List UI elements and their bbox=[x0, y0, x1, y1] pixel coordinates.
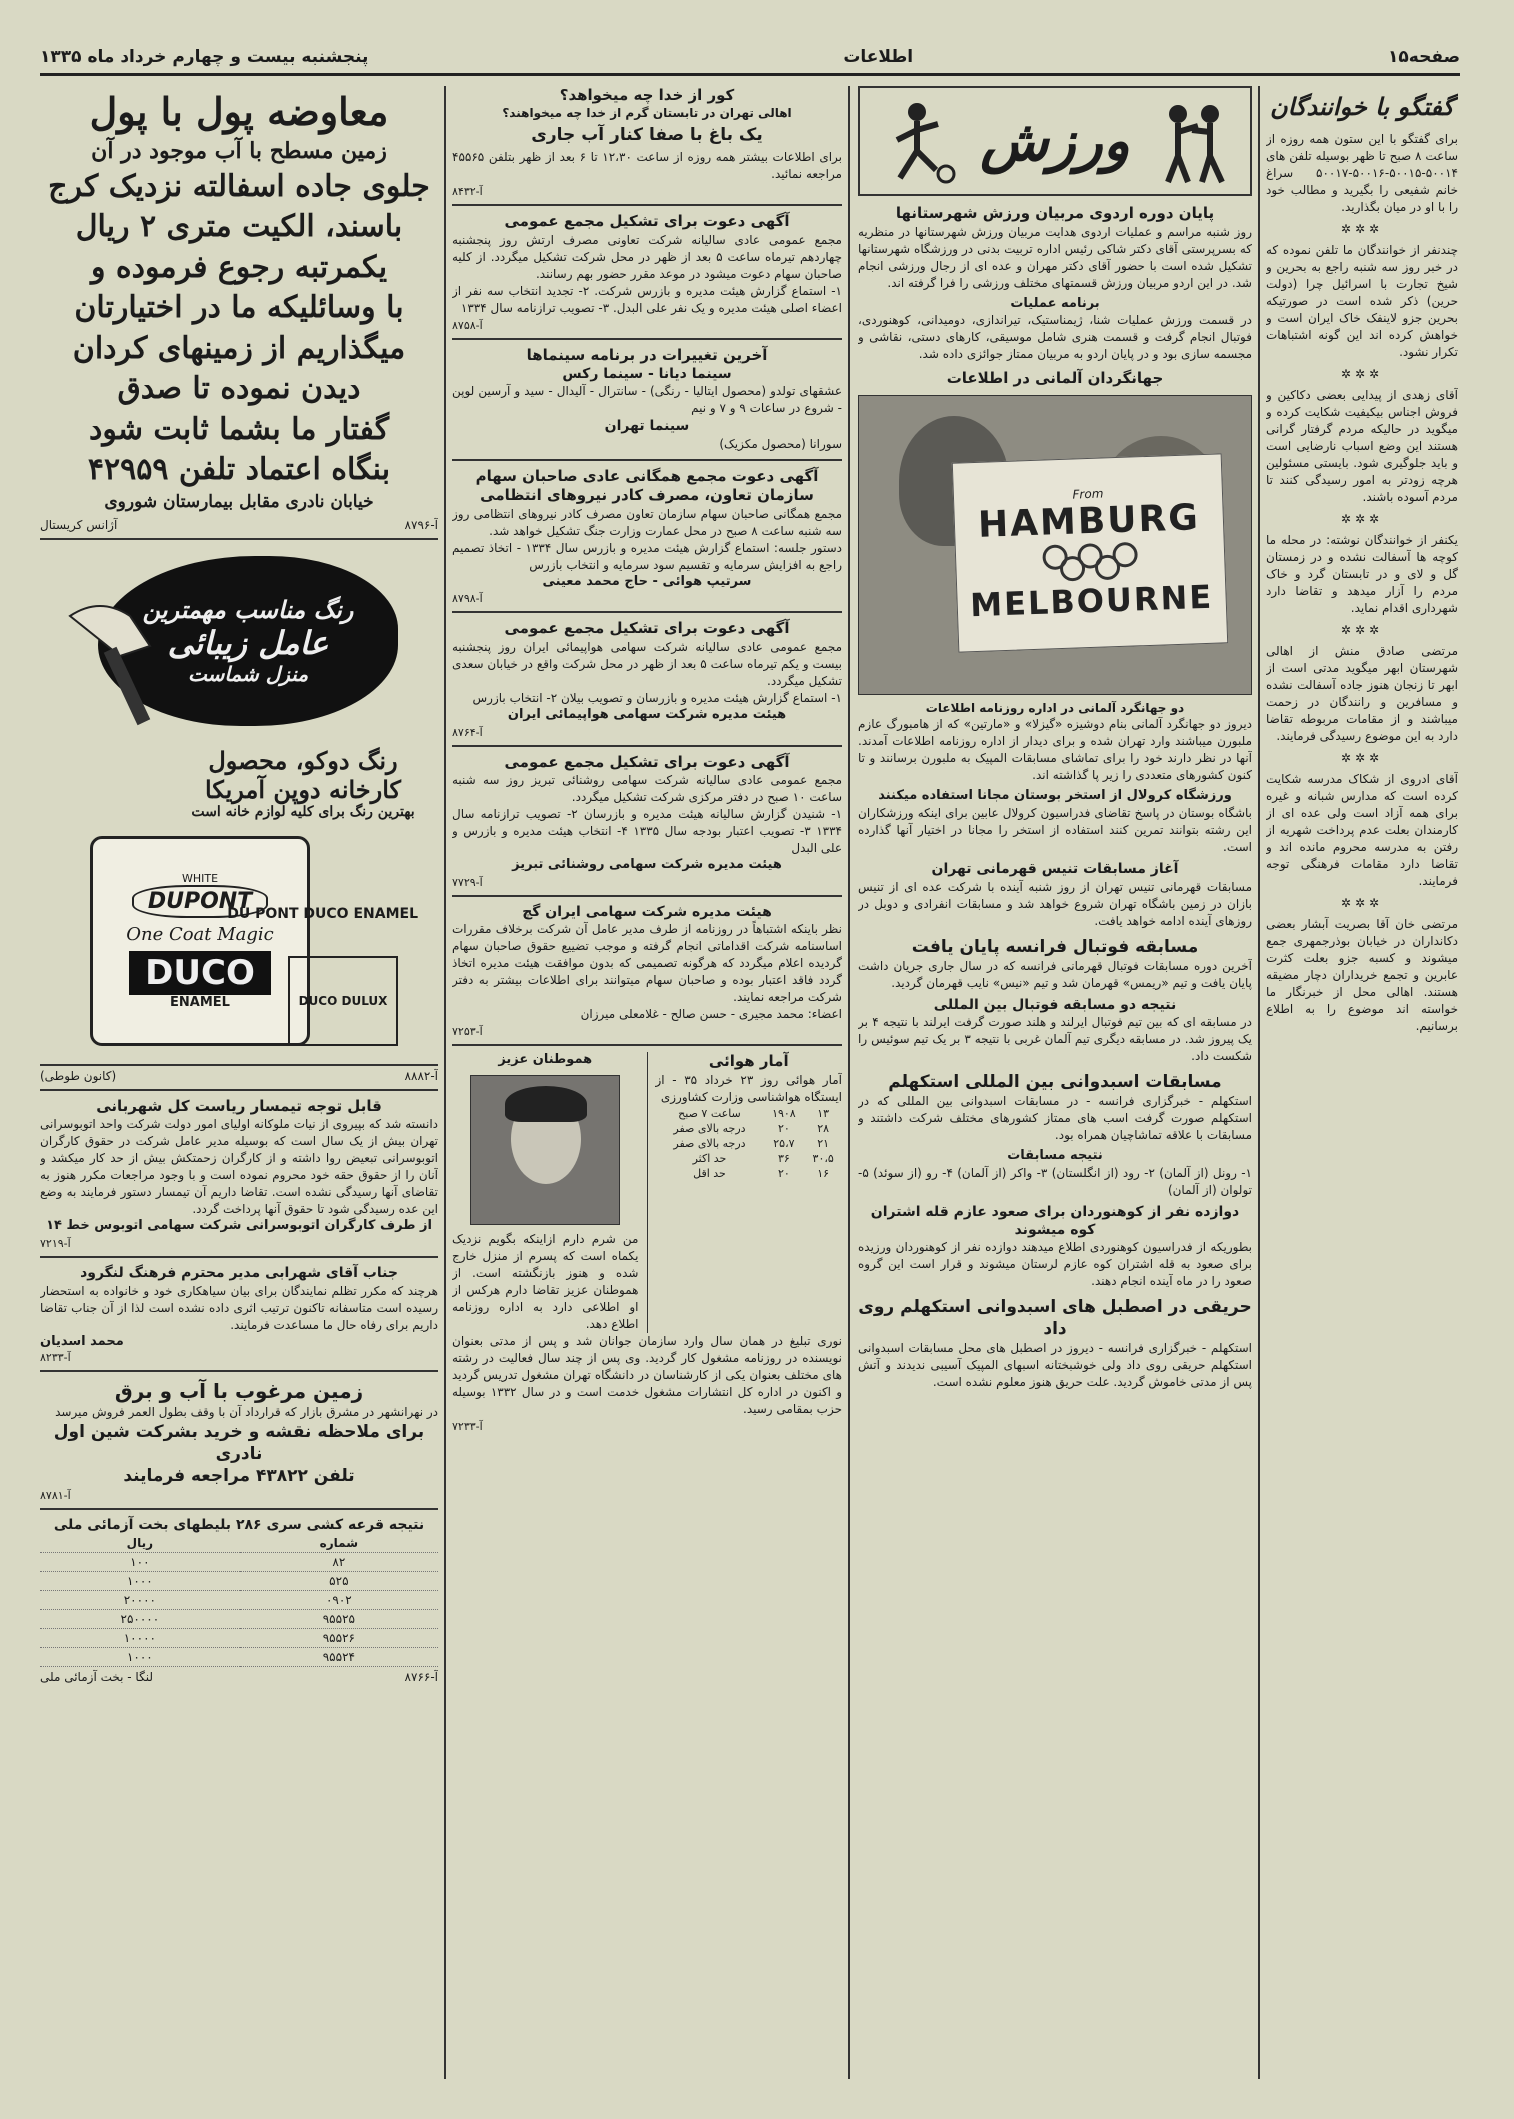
article-body: مسابقات قهرمانی تنیس تهران از روز شنبه آینده با شرکت عده ای از تنیس بازان در زمین باشگاه تهران شروع خواهد شد و مسابقات انفرادی و دوبل در روزهای آینده ادامه خواهد یافت. bbox=[858, 879, 1252, 928]
letter-paragraph: چندنفر از خوانندگان ما تلفن نموده که در خبر روز سه شنبه راجع به بحرین و شیخ تجارت با اسرائیل چرا (دولت حرین) ذکر شده است در صورتیکه بحرین جزو لاینفک خاک ایران است و خواهش کرده اند این گونه اشتباهات تکرار نشود. bbox=[1266, 243, 1458, 359]
ad-ref: آ-۷۲۳۳ bbox=[452, 1420, 483, 1434]
ad-agenda: ۱- استماع گزارش هیئت مدیره و بازرسان و تصویب بیلان ۲- انتخاب بازرس bbox=[472, 690, 842, 705]
ad-headline: زمین مرغوب با آب و برق bbox=[114, 1378, 364, 1403]
weather-cell: حد اقل bbox=[693, 1166, 726, 1180]
letters-title: گفتگو با خوانندگان bbox=[1270, 92, 1454, 121]
dulux-box: DUCO DULUX bbox=[288, 956, 398, 1046]
ad-ref: آ-۸۷۶۶ bbox=[404, 1669, 438, 1684]
lottery-cell: ۱۰۰۰۰ bbox=[40, 1628, 240, 1647]
ad-ref: آ-۸۸۸۲ bbox=[404, 1068, 438, 1083]
ad-headline: جناب آقای شهرابی مدیر محترم فرهنگ لنگرود bbox=[80, 1265, 398, 1282]
weather-cell: درجه بالای صفر bbox=[673, 1121, 746, 1135]
headline: جهانگردان آلمانی در اطلاعات bbox=[946, 369, 1164, 388]
ad-signature: اعضاء: محمد مجیری - حسن صالح - غلامعلی میرزان bbox=[580, 1007, 842, 1022]
ad-signature: هیئت مدیره شرکت سهامی هواپیمائی ایران bbox=[507, 706, 787, 722]
headline: ورزشگاه کرولال از استخر بوستان مجانا استفاده میکنند bbox=[878, 788, 1232, 804]
weather-cell: ۱۳ bbox=[817, 1106, 830, 1120]
weather-row bbox=[656, 1136, 843, 1151]
headline: نتیجه دو مسابقه فوتبال بین المللی bbox=[933, 996, 1177, 1013]
weather-cell: ۲۵،۷ bbox=[773, 1136, 795, 1150]
lottery-cell: ۹۵۵۲۵ bbox=[240, 1609, 438, 1628]
land-ad-line: گفتار ما بشما ثابت شود bbox=[88, 411, 389, 447]
headline: پایان دوره اردوی مربیان ورزش شهرستانها bbox=[895, 204, 1215, 222]
land-ad-line: میگذاریم از زمینهای کردان bbox=[72, 330, 406, 366]
weather-box bbox=[656, 1052, 843, 1333]
subheadline: نتیجه مسابقات bbox=[1007, 1147, 1103, 1163]
weather-cell: ۲۰ bbox=[777, 1166, 790, 1180]
lottery-row bbox=[40, 1628, 438, 1647]
weather-subtitle: آمار هوائی روز ۲۳ خرداد ۳۵ - از ایستگاه هواشناسی وزارت کشاورزی bbox=[655, 1072, 842, 1104]
lottery-row bbox=[40, 1609, 438, 1628]
lottery-cell: ۰۹۰۲ bbox=[240, 1590, 438, 1609]
land-ad-line: با وسائلیکه ما در اختیارتان bbox=[74, 290, 404, 326]
paint-can: WHITE DUPONT One Coat Magic DUCO ENAMEL bbox=[90, 836, 310, 1046]
weather-cell: ۲۰ bbox=[777, 1121, 790, 1135]
ad-agenda: دستور جلسه: استماع گزارش هیئت مدیره و بازرس سال ۱۳۳۴ - اتخاذ تصمیم راجع به افزایش سرمایه و تقسیم سود سرمایه و انتخاب بازرس bbox=[452, 540, 842, 572]
letter-paragraph: آقای ادروی از شکاک مدرسه شکایت کرده است که مدارس شبانه و غیره برای همه آزاد است ولی عده ای از کارمندان بعلت عدم پرداخت شهریه از رفتن به مدرسه محروم مانده اند و تقاضا دارد مقامات فرهنگی توجه فرمایند. bbox=[1266, 772, 1458, 888]
ad-signature: سرتیپ هوائی - حاج محمد معینی bbox=[542, 573, 752, 589]
article-body: روز شنبه مراسم و عملیات اردوی هدایت مربیان ورزش شهرستانها در منظریه که بسرپرستی آقای دکتر شاکی رئیس اداره تربیت بدنی در ورزشگاه شهرستانها تشکیل شده است با حضور آقای دکتر مهران و عده ای از رجال ورزشی انجام شد. در این اردو مربیان ورزش قسمتهای مختلف ورزشی را فرا گرفته اند. bbox=[858, 224, 1252, 290]
headline: دوازده نفر از کوهنوردان برای صعود عازم قله اشتران کوه میشوند bbox=[870, 1203, 1240, 1239]
lottery-row bbox=[40, 1552, 438, 1571]
column-rule bbox=[1258, 86, 1260, 2079]
lottery-title: نتیجه قرعه کشی سری ۲۸۶ بلیطهای بخت آزمائی ملی bbox=[53, 1516, 425, 1533]
weather-cell: ۲۱ bbox=[817, 1136, 830, 1150]
ad-headline: کور از خدا چه میخواهد؟ bbox=[559, 86, 735, 104]
ad-ref: آ-۸۷۶۴ bbox=[452, 725, 483, 739]
ad-body: عشقهای تولدو (محصول ایتالیا - رنگی) - سانترال - آلیدال - سید و آرسین لوپن - شروع در ساعات ۹ و ۷ و نیم bbox=[452, 384, 842, 416]
ad-body: سورانا (محصول مکزیک) bbox=[719, 436, 842, 451]
lottery-cell: ۲۵۰۰۰۰ bbox=[40, 1609, 240, 1628]
headline: آغاز مسابقات تنیس قهرمانی تهران bbox=[931, 861, 1179, 878]
tourists-photo bbox=[858, 395, 1252, 695]
ad-headline: آگهی دعوت برای تشکیل مجمع عمومی bbox=[504, 212, 790, 231]
land-ad bbox=[40, 86, 438, 514]
ad-signature: محمد اسدیان bbox=[40, 1333, 124, 1349]
ad-body: مجمع عمومی عادی سالیانه شرکت سهامی هواپیمائی ایران روز پنجشنبه بیست و یکم تیرماه ساعت ۵ بعد از ظهر در محل شرکت واقع در خیابان سعدی تشکیل میگردد. bbox=[452, 639, 842, 688]
lottery-col-header: شماره bbox=[240, 1534, 438, 1553]
issue-date: پنجشنبه بیست و چهارم خرداد ماه ۱۳۳۵ bbox=[40, 46, 369, 67]
missing-body: من شرم دارم ازاینکه بگویم نزدیک یکماه است که پسرم از منزل خارج شده و هنوز بازنگشته است. از هموطنان عزیز تقاضا دارم هرکس از او اطلاعی دارد به اداره روزنامه اطلاع دهد. bbox=[452, 1232, 639, 1332]
cinema-name: سینما تهران bbox=[604, 418, 690, 435]
article-body: استکهلم - خبرگزاری فرانسه - در مسابقات اسبدوانی بین المللی که در استکهلم صورت گرفت اسب های ممتاز کشورهای مختلف شرکت داشتند و مسابقات با علاقه تماشاچیان همراه بود. bbox=[858, 1093, 1252, 1142]
weather-row bbox=[656, 1121, 843, 1136]
boxers-icon bbox=[1148, 96, 1238, 186]
headline: حریقی در اصطبل های اسبدوانی استکهلم روی داد bbox=[858, 1297, 1252, 1340]
lottery-cell: ۱۰۰ bbox=[40, 1552, 240, 1571]
headline: مسابقه فوتبال فرانسه پایان یافت bbox=[911, 936, 1199, 957]
letter-paragraph: یکنفر از خوانندگان نوشته: در محله ما کوچه ها آسفالت نشده و در زمستان گل و لای و در تابستان گرد و خاک مردم را آزار میدهد و تقاضا دارد شهرداری اقدام نماید. bbox=[1266, 533, 1458, 615]
separator-stars: ✲✲✲ bbox=[1340, 896, 1384, 910]
separator-stars: ✲✲✲ bbox=[1340, 367, 1384, 381]
ad-agency: آژانس کریستال bbox=[40, 517, 118, 532]
ad-signature: لنگا - بخت آزمائی ملی bbox=[40, 1669, 153, 1684]
ad-body-bold: برای ملاحظه نقشه و خرید بشرکت شین اول نادری bbox=[53, 1421, 425, 1464]
missing-title: هموطنان عزیز bbox=[498, 1052, 593, 1068]
page-number: صفحه۱۵ bbox=[1388, 46, 1460, 67]
left-ads-column bbox=[40, 86, 438, 2079]
ad-phone: تلفن ۴۳۸۲۲ مراجعه فرمایند bbox=[123, 1465, 355, 1486]
ad-ref: آ-۷۲۱۹ bbox=[40, 1237, 71, 1251]
dupont-ad-text: رنگ دوکو، محصول کارخانه دوپن آمریکا بهترین رنگ برای کلیه لوازم خانه است bbox=[191, 745, 415, 820]
ad-ref: آ-۸۷۸۱ bbox=[40, 1488, 71, 1502]
column-rule bbox=[848, 86, 850, 2079]
article-body: استکهلم - خبرگزاری فرانسه - دیروز در اصطبل های محل مسابقات اسبدوانی استکهلم حریقی روی داد ولی خوشبختانه اسبهای المپیک آسیبی ندیدند و آتش پس از مدتی خاموش گردید. علت حریق هنوز معلوم نشده است. bbox=[858, 1341, 1252, 1390]
weather-row bbox=[656, 1166, 843, 1181]
football-player-icon bbox=[872, 96, 962, 186]
subheadline: برنامه عملیات bbox=[1010, 295, 1100, 311]
ad-headline: آگهی دعوت برای تشکیل مجمع عمومی bbox=[504, 619, 790, 638]
ad-body: دانسته شد که بپیروی از نیات ملوکانه اولیای امور دولت شرکت واحد اتوبوسرانی تهران بیش از یک سال است که بوسیله مدیر عامل شرکت در حقوق کارگران اتوبوسرانی تبعیض روا داشته و از کارگران زحمتکش بیش از حد کار میکشد و آنان را از حقوق حقه خود محروم نموده است و با وجود مراجعات مکرر هنوز به تقاضای آنها رسیدگی نشده است. تقاضا داریم آن تیمسار دستور فرمایند به وضع این عده رسیدگی شود تا حقوق آنها پرداخت گردد. bbox=[40, 1117, 438, 1217]
lottery-row bbox=[40, 1647, 438, 1666]
weather-cell: ساعت ۷ صبح bbox=[678, 1106, 741, 1120]
letters-column bbox=[1266, 86, 1458, 2079]
dupont-logo: DUPONT bbox=[132, 885, 268, 918]
article-body: در قسمت ورزش عملیات شنا، ژیمناستیک، تیراندازی، دومیدانی، کوهنوردی، فوتبال انجام گرفت و قسمت هنری شامل موسیقی، کارهای دستی، نقاشی و مجسمه سازی بود و در پایان اردو به مربیان ممتاز جوائزی داده شد. bbox=[858, 313, 1252, 362]
missing-person-box bbox=[452, 1052, 639, 1333]
ad-body: برای اطلاعات بیشتر همه روزه از ساعت ۱۲،۳۰ تا ۶ بعد از ظهر بتلفن ۴۵۵۶۵ مراجعه نمائید. bbox=[452, 150, 842, 182]
olympic-rings-icon bbox=[1035, 539, 1146, 583]
ad-signature: از طرف کارگران اتوبوسرانی شرکت سهامی اتوبوس خط ۱۴ bbox=[46, 1218, 432, 1234]
weather-cell: ۲۸ bbox=[817, 1121, 830, 1135]
ad-headline: آخرین تغییرات در برنامه سینماها bbox=[526, 345, 768, 364]
ad-ref: آ-۷۷۲۹ bbox=[452, 876, 483, 890]
ad-ref: آ-۸۴۳۲ bbox=[452, 185, 483, 199]
slogan-blob: رنگ مناسب مهمترین عامل زیبائی منزل شماست bbox=[98, 556, 398, 726]
lottery-row bbox=[40, 1571, 438, 1590]
ad-agenda: ۱- استماع گزارش هیئت مدیره و بازرس شرکت. ۲- تجدید انتخاب سه نفر از اعضاء اصلی هیئت مدیره و یک نفر علی البدل. ۳- تصویب ترازنامه سال ۱۳۳۴ bbox=[452, 283, 842, 315]
boy-portrait bbox=[470, 1075, 620, 1225]
results-list: ۱- رونل (از آلمان) ۲- رود (از انگلستان) ۳- واکر (از آلمان) ۴- رو (از سوئد) ۵- تولوان (از آلمان) bbox=[858, 1165, 1252, 1197]
ad-body: مجمع عمومی عادی سالیانه شرکت تعاونی مصرف ارتش روز پنجشنبه چهاردهم تیرماه ساعت ۵ بعد از ظهر در محل شرکت تشکیل میگردد. از کلیه صاحبان سهام دعوت میشود در موعد مقرر حضور بهم رسانند. bbox=[452, 232, 842, 281]
lottery-cell: ۹۵۵۲۴ bbox=[240, 1647, 438, 1666]
ad-ref: آ-۸۲۳۳ bbox=[40, 1350, 71, 1364]
lottery-row bbox=[40, 1590, 438, 1609]
weather-cell: حد اکثر bbox=[692, 1151, 727, 1165]
weather-cell: درجه بالای صفر bbox=[673, 1136, 746, 1150]
cinema-name: سینما دیانا - سینما رکس bbox=[562, 366, 732, 383]
ad-agenda: ۱- شنیدن گزارش سالیانه هیئت مدیره و بازرسان ۲- تصویب ترازنامه سال ۱۳۳۴ ۳- تصویب اعتبار بودجه سال ۱۳۳۵ ۴- انتخاب هیئت مدیره و بازرس و علی البدل bbox=[452, 807, 842, 856]
photo-sign: From HAMBURG MELBOURNE bbox=[952, 453, 1228, 652]
weather-cell: ۳۰،۵ bbox=[812, 1151, 834, 1165]
lottery-cell: ۵۲۵ bbox=[240, 1571, 438, 1590]
ad-headline: قابل توجه تیمسار ریاست کل شهربانی bbox=[96, 1096, 382, 1115]
separator-stars: ✲✲✲ bbox=[1340, 751, 1384, 765]
paper-name: اطلاعات bbox=[843, 46, 914, 67]
ad-body: مجمع عمومی عادی سالیانه شرکت سهامی روشنائی تبریز روز سه شنبه ساعت ۱۰ صبح در دفتر مرکزی شرکت تشکیل میگردد. bbox=[452, 773, 842, 805]
letter-paragraph: مرتضی خان آقا بصریت آبشار بعضی دکانداران در خیابان بوذرجمهری جمع میشوند و کسبه جزو بعلت کثرت عابرین و تجمع خریداران دچار مضیقه هستند. اهالی محل از خبرنگار ما خواسته اند موضوع را به اطلاع برسانیم. bbox=[1266, 917, 1458, 1033]
masthead bbox=[40, 40, 1460, 76]
lottery-table bbox=[40, 1534, 438, 1667]
land-ad-line: زمین مسطح با آب موجود در آن bbox=[91, 138, 387, 165]
separator-stars: ✲✲✲ bbox=[1340, 623, 1384, 637]
ad-ref: آ-۸۷۵۸ bbox=[452, 318, 483, 332]
column-rule bbox=[444, 86, 446, 2079]
weather-title: آمار هوائی bbox=[708, 1052, 789, 1071]
dupont-paint-ad bbox=[40, 546, 438, 1066]
weather-cell: ۱۶ bbox=[817, 1166, 830, 1180]
ad-ref: آ-۸۷۹۶ bbox=[404, 517, 438, 532]
separator-stars: ✲✲✲ bbox=[1340, 222, 1384, 236]
ad-ref: آ-۷۲۵۳ bbox=[452, 1025, 483, 1039]
ad-subheadline: اهالی تهران در تابستان گرم از خدا چه میخواهند؟ bbox=[502, 105, 792, 120]
ad-signature: هیئت مدیره شرکت سهامی روشنائی تبریز bbox=[512, 857, 782, 873]
ad-body: مجمع همگانی صاحبان سهام سازمان تعاون مصرف کادر نیروهای انتظامی روز سه شنبه ساعت ۸ صبح در محل عمارت وزارت جنگ تشکیل خواهد شد. bbox=[452, 506, 842, 538]
lottery-col-header: ریال bbox=[40, 1534, 240, 1553]
lottery-cell: ۱۰۰۰ bbox=[40, 1571, 240, 1590]
sports-banner bbox=[858, 86, 1252, 196]
ad-ref: آ-۸۷۹۸ bbox=[452, 592, 483, 606]
weather-cell: ۳۶ bbox=[777, 1151, 790, 1165]
sports-banner-title: ورزش bbox=[980, 108, 1130, 174]
land-ad-phone: بنگاه اعتماد تلفن ۴۲۹۵۹ bbox=[87, 452, 391, 488]
ad-headline: هیئت مدیره شرکت سهامی ایران گچ bbox=[522, 904, 772, 921]
land-ad-line: یکمرتبه رجوع فرموده و bbox=[90, 249, 388, 285]
lottery-cell: ۸۲ bbox=[240, 1552, 438, 1571]
ad-headline: یک باغ با صفا کنار آب جاری bbox=[531, 125, 763, 146]
weather-table bbox=[656, 1106, 843, 1181]
weather-cell: ۱۹۰۸ bbox=[772, 1106, 796, 1120]
weather-row bbox=[656, 1151, 843, 1166]
land-ad-line: دیدن نموده تا صدق bbox=[117, 371, 361, 407]
brand-line: DU PONT DUCO ENAMEL bbox=[227, 905, 418, 922]
ad-headline: آگهی دعوت مجمع همگانی عادی صاحبان سهام سازمان تعاون، مصرف کادر نیروهای انتظامی bbox=[475, 466, 819, 505]
lottery-cell: ۹۵۵۲۶ bbox=[240, 1628, 438, 1647]
sports-column bbox=[858, 86, 1252, 2079]
ad-headline: آگهی دعوت برای تشکیل مجمع عمومی bbox=[504, 752, 790, 771]
land-ad-line: معاوضه پول با پول bbox=[89, 89, 389, 134]
article-body: دیروز دو جهانگرد آلمانی بنام دوشیزه «گیزلا» و «مارتین» که از هامبورگ عازم ملبورن میباشند وارد تهران شده و برای دیدار از اداره روزنامه اطلاعات آمدند. آنها در نظر دارند خود را برای تماشای مسابقات المپیک به ملبورن برسانند و تا کنون کشورهای متعددی را زیر پا گذاشته اند. bbox=[858, 717, 1252, 783]
letter-paragraph: مرتضی صادق منش از اهالی شهرستان ابهر میگوید مدتی است از ابهر تا زنجان هنوز جاده آسفالت نشده و مسافرین و رانندگان در زحمت میباشند و از مقامات مربوطه تقاضا دارد به این موضوع رسیدگی فرمایند. bbox=[1266, 644, 1458, 743]
ad-body: هرچند که مکرر تظلم نمایندگان برای بیان سیاهکاری خود و خانواده به استحضار رسیده است متاسفانه تاکنون ترتیب اثری داده نشده است لذا از آن جناب تقاضا داریم برای رفاه حال ما مساعدت فرمایند. bbox=[40, 1283, 438, 1332]
article-body: در مسابقه ای که بین تیم فوتبال ایرلند و هلند صورت گرفت ایرلند با نتیجه ۴ بر یک پیروز شد. در مسابقه دیگری تیم آلمان غربی با نتیجه ۳ بر یک تیم سوئیس را شکست داد. bbox=[858, 1014, 1252, 1063]
ad-body: نظر باینکه اشتباهاً در روزنامه از طرف مدیر عامل آن شرکت برخلاف مقررات اساسنامه شرکت اقداماتی انجام گرفته و موجب تضییع حقوق صاحبان سهام گردیده اعلام میگردد که هرگونه تصمیمی که بدون موافقت هیئت مدیره اتخاذ گردد فاقد اعتبار بوده و صاحبان سهام میتوانند برای اطلاعات بیشتر به دفتر شرکت مراجعه نمایند. bbox=[452, 922, 842, 1005]
separator-stars: ✲✲✲ bbox=[1340, 512, 1384, 526]
letter-paragraph: آقای زهدی از پیدایی بعضی دکاکین و فروش اجناس بیکیفیت شکایت کرده و میگوید در حالیکه مردم گرفتار گرانی هستند این وضع اسباب نارضایی است و باید جلوگیری شود. بایستی مسئولین هرچه زودتر به امور رسیدگی کنند تا مردم آسوده باشند. bbox=[1266, 388, 1458, 504]
ad-agency: (کانون طوطی) bbox=[40, 1068, 117, 1083]
article-body: آخرین دوره مسابقات فوتبال قهرمانی فرانسه که در سال جاری جریان داشت پایان یافت و تیم «ریمس» قهرمان شد و تیم «نیس» نایب قهرمان گردید. bbox=[858, 958, 1252, 990]
ad-body: در نهرانشهر در مشرق بازار که قرارداد آن با وقف بطول العمر فروش میرسد bbox=[55, 1404, 438, 1419]
headline: مسابقات اسبدوانی بین المللی استکهلم bbox=[888, 1071, 1222, 1092]
letters-intro: برای گفتگو با این ستون همه روزه از ساعت ۸ صبح تا ظهر بوسیله تلفن های ۵۰۰۱۴-۵۰۰۱۵-۵۰۰۱۶-۵۰۰۱۷ سراغ خانم شفیعی را بگیرید و مطالب خود را با او در میان بگذارید. bbox=[1266, 132, 1458, 214]
notices-column bbox=[452, 86, 842, 2079]
lottery-cell: ۱۰۰۰ bbox=[40, 1647, 240, 1666]
article-body: بطوریکه از فدراسیون کوهنوردی اطلاع میدهند دوازده نفر از کوهنوردان ورزیده برای صعود به قله اشتران کوه عازم لرستان میشوند و قرار است این گروه صعود را در ماه آینده انجام دهند. bbox=[858, 1240, 1252, 1289]
photo-caption: دو جهانگرد آلمانی در اداره روزنامه اطلاعات bbox=[925, 700, 1185, 715]
lottery-cell: ۲۰۰۰۰ bbox=[40, 1590, 240, 1609]
land-ad-line: جلوی جاده اسفالته نزدیک کرج bbox=[48, 168, 430, 204]
article-body: باشگاه بوستان در پاسخ تقاضای فدراسیون کرولال عابین برای اینکه ورزشکاران این رشته بتوانند تمرین کنند استفاده از استخر را مجانا در اختیار آنها گذارده است. bbox=[858, 806, 1252, 855]
bottom-split bbox=[452, 1052, 842, 1333]
land-ad-address: خیابان نادری مقابل بیمارستان شوروی bbox=[104, 491, 374, 512]
hand-with-brush-icon bbox=[60, 586, 180, 726]
weather-row bbox=[656, 1106, 843, 1121]
notice-body: نوری تبلیغ در همان سال وارد سازمان جوانان شد و پس از مدتی بعنوان نویسنده در روزنامه مشغول کار گردید. وی پس از چند سال فعالیت در رشته های مختلف بعنوان یکی از کارشناسان در دانشگاه تهران مشغول تدریس گردید و اکنون در اداره کل انتشارات مشغول خدمت است و در سال ۱۳۳۲ بوسیله حزب بمقامی رسید. bbox=[452, 1334, 842, 1417]
land-ad-line: باسند، الکیت متری ۲ ریال bbox=[75, 209, 403, 245]
